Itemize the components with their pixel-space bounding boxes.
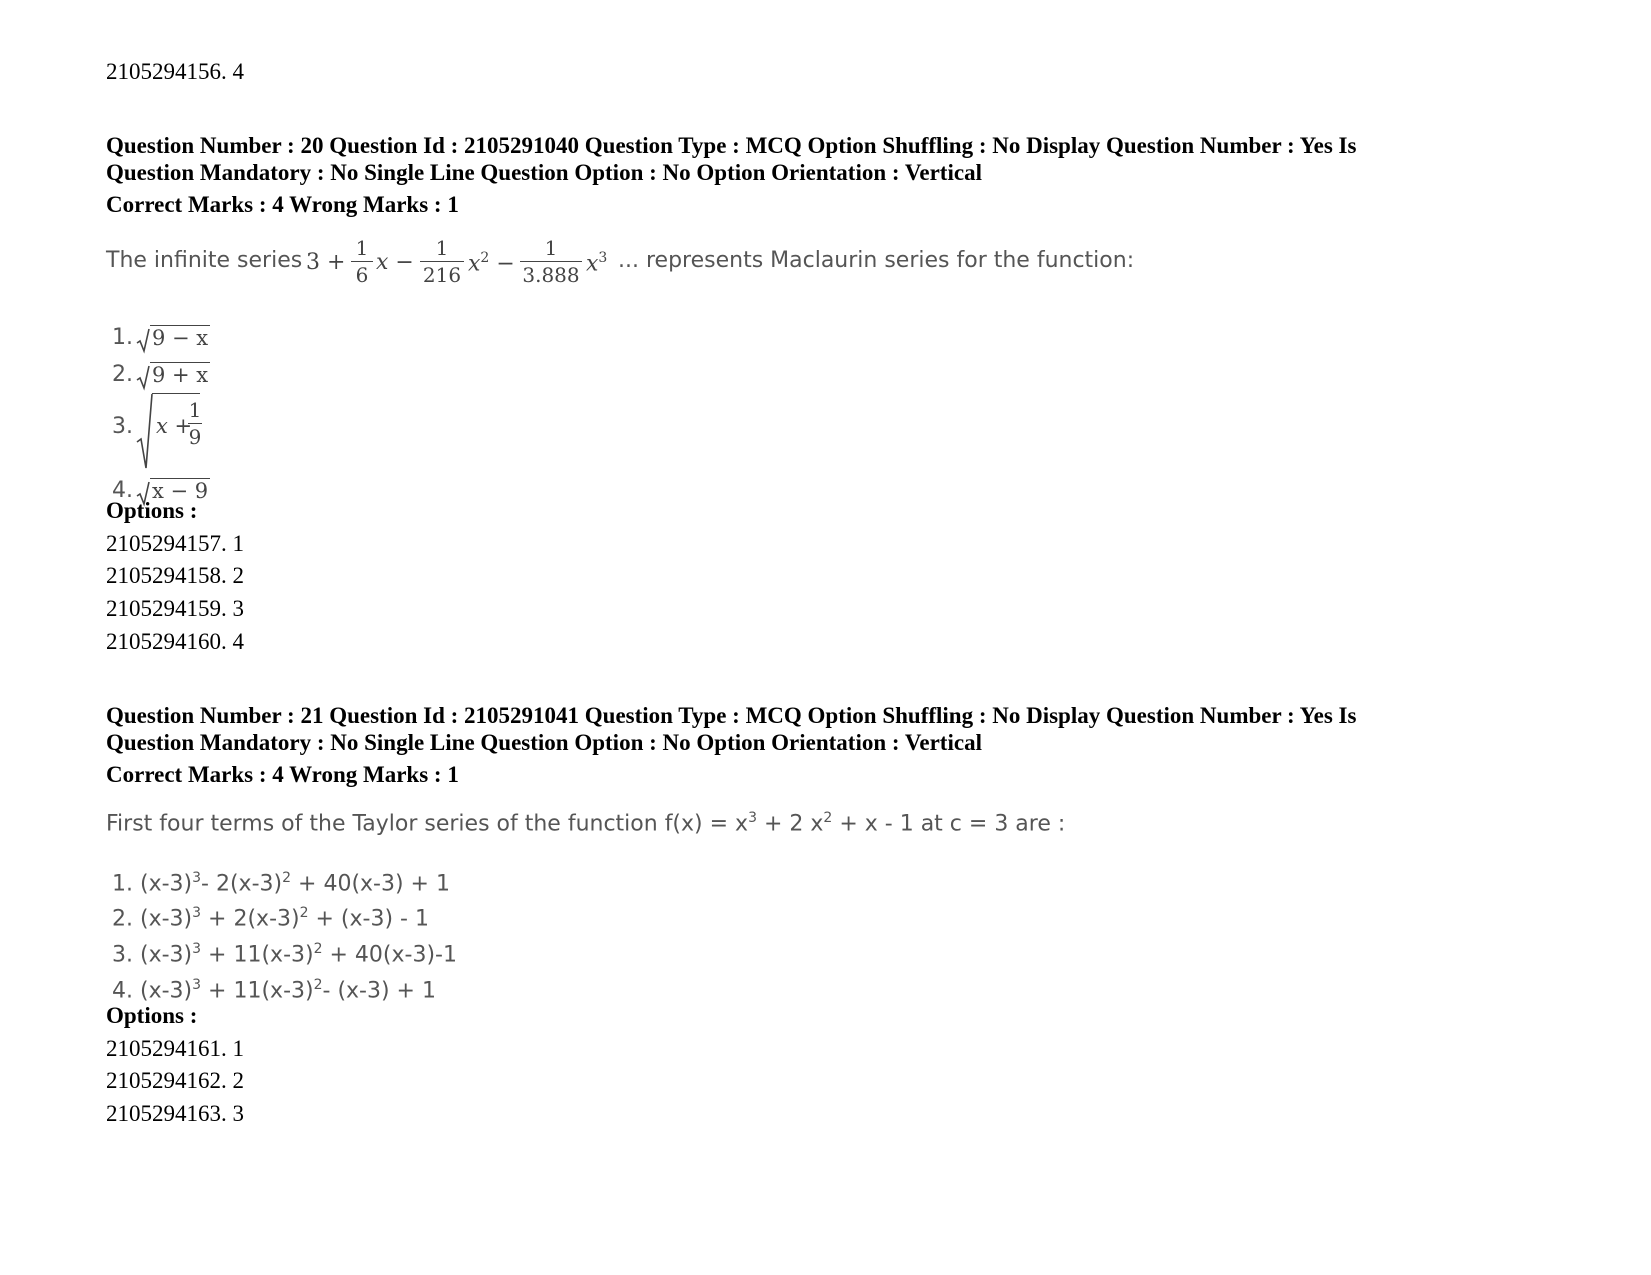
q20-series-frac2: 1 216 [420,236,464,287]
q21-options-label: Options : [106,1003,198,1028]
q20-series-term3: $x^3$ [586,250,608,277]
sqrt-icon [136,392,154,472]
q20-options-label: Options : [106,498,198,523]
q20-choice-4: 4. x − 9 [112,478,133,506]
q20-stem-suffix: ... represents Maclaurin series for the function: [618,248,1135,273]
prev-option-4: 2105294156. 4 [106,59,244,84]
q21-choice-1: 1. $(x-3)^3-$ $2(x-3)^2 + 40(x-3) + 1$ [112,870,450,897]
sqrt-icon [136,327,150,355]
q20-header-line1: Question Number : 20 Question Id : 2105291040 Question Type : MCQ Option Shuffling : No Display Question Number : Yes Is [106,133,1357,158]
q21-stem: First four terms of the Taylor series of the function $f(x) = x^3 + 2$ $x^2 + x - 1$ at c = 3 are : [106,810,1066,837]
q20-header-line2: Question Mandatory : No Single Line Question Option : No Option Orientation : Vertical [106,160,982,185]
q21-option-3: 2105294163. 3 [106,1101,244,1126]
q21-choice-2: 2. $(x-3)^3 + 2(x-3)^2 + (x-3) - 1$ [112,905,429,932]
q21-option-2: 2105294162. 2 [106,1068,244,1093]
q21-marks: Correct Marks : 4 Wrong Marks : 1 [106,762,459,787]
q20-choice-3: 3. x + 1 9 [112,392,222,472]
q20-stem-prefix: The infinite series [106,248,303,273]
q20-option-3: 2105294159. 3 [106,596,244,621]
q20-option-2: 2105294158. 2 [106,563,244,588]
q20-series-term0: 3 + [306,250,346,275]
q20-choice-2: 2. 9 + x [112,362,133,390]
q20-option-1: 2105294157. 1 [106,531,244,556]
q20-series-term2: $x^2$ − [468,250,515,277]
q20-series-term1: x − [376,250,414,275]
q20-series-frac3: 1 3.888 [520,236,582,287]
q20-choice-1: 1. 9 − x [112,325,133,353]
q20-marks: Correct Marks : 4 Wrong Marks : 1 [106,192,459,217]
q21-header-line2: Question Mandatory : No Single Line Question Option : No Option Orientation : Vertical [106,730,982,755]
q20-option-4: 2105294160. 4 [106,629,244,654]
sqrt-icon [136,364,150,392]
q21-option-1: 2105294161. 1 [106,1036,244,1061]
q20-series-frac1: 1 6 [351,236,373,287]
q21-choice-3: 3. $(x-3)^3 + 11(x-3)^2 + 40(x-3)-1$ [112,941,457,968]
q21-header-line1: Question Number : 21 Question Id : 2105291041 Question Type : MCQ Option Shuffling : No Display Question Number : Yes Is [106,703,1357,728]
q21-choice-4: 4. $(x-3)^3 + 11(x-3)^2-$ (x-3) + 1 [112,977,436,1004]
